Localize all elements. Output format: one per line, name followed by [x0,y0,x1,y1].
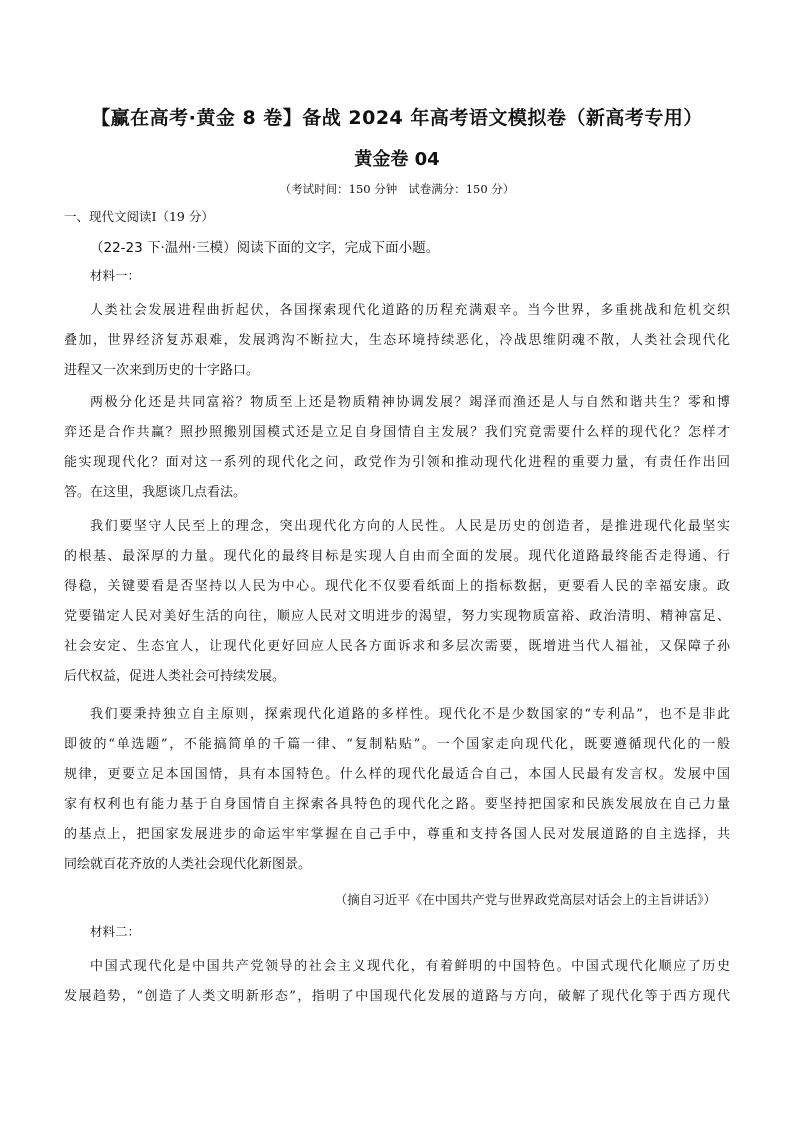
text-line: 答。在这里，我愿谈几点看法。 [64,485,247,500]
exam-time-info: （考试时间：150 分钟 试卷满分：150 分） [279,182,515,196]
paragraph [64,512,730,692]
text-line: 的基点上，把国家发展进步的命运牢牢掌握在自己手中，尊重和支持各国人民对发展道路的自主选择，共 [64,827,730,842]
text-line: 同绘就百花齐放的人类社会现代化新图景。 [64,857,312,872]
text-line: 后代权益，促进人类社会可持续发展。 [64,669,286,684]
text-line: 发展趋势，“创造了人类文明新形态”，指明了中国现代化发展的道路与方向，破解了现代化等于西方现代 [64,989,730,1004]
paragraph [64,296,730,386]
page-subtitle: 黄金卷 04 [354,149,440,170]
text-line: 能实现现代化？面对这一系列的现代化之问，政党作为引领和推动现代化进程的重要力量，有责任作出回 [64,455,730,470]
text-line: 的根基、最深厚的力量。现代化的最终目标是实现人自由而全面的发展。现代化道路最终能否走得通、行 [64,549,730,564]
text-line: 社会安定、生态宜人，让现代化更好回应人民各方面诉求和多层次需要，既增进当代人福祉，又保障子孙 [64,639,730,654]
text-line: 党要锚定人民对美好生活的向往，顺应人民对文明进步的渴望，努力实现物质富裕、政治清明、精神富足、 [64,609,730,624]
text-line: 中国式现代化是中国共产党领导的社会主义现代化，有着鲜明的中国特色。中国式现代化顺应了历史 [90,959,730,974]
section-heading: 一、现代文阅读Ⅰ（19 分） [64,209,214,224]
text-line: 我们要坚守人民至上的理念，突出现代化方向的人民性。人民是历史的创造者，是推进现代化最坚实 [90,519,730,534]
paragraph [64,700,730,880]
text-line: 叠加，世界经济复苏艰难，发展鸿沟不断拉大，生态环境持续恶化，冷战思维阴魂不散，人类社会现代化 [64,333,730,348]
material1-label: 材料一： [90,268,141,283]
text-line: 即彼的“单选题”，不能搞简单的千篇一律、“复制粘贴”。一个国家走向现代化，既要遵循现代化的一般 [64,737,730,752]
text-line: 两极分化还是共同富裕？物质至上还是物质精神协调发展？竭泽而渔还是人与自然和谐共生？零和博 [90,395,730,410]
text-line: 规律，更要立足本国国情，具有本国特色。什么样的现代化最适合自己，本国人民最有发言权。发展中国 [64,767,730,782]
paragraph [64,952,730,1012]
section-intro: （22-23 下·温州·三模）阅读下面的文字，完成下面小题。 [90,240,440,256]
text-line: 家有权利也有能力基于自身国情自主探索各具特色的现代化之路。要坚持把国家和民族发展放在自己力量 [64,797,730,812]
text-line: 弈还是合作共赢？照抄照搬别国模式还是立足自身国情自主发展？我们究竟需要什么样的现代化？怎样才 [64,425,730,440]
text-line: 进程又一次来到历史的十字路口。 [64,363,260,378]
paragraph [64,388,730,508]
text-line: 人类社会发展进程曲折起伏，各国探索现代化道路的历程充满艰辛。当今世界，多重挑战和危机交织 [90,303,730,318]
text-line: 得稳，关键要看是否坚持以人民为中心。现代化不仅要看纸面上的指标数据，更要看人民的幸福安康。政 [64,579,730,594]
page-title: 【赢在高考·黄金 8 卷】备战 2024 年高考语文模拟卷（新高考专用） [91,107,703,129]
material2-label: 材料二： [90,924,141,939]
text-line: 我们要秉持独立自主原则，探索现代化道路的多样性。现代化不是少数国家的“专利品”，也不是非此 [90,707,730,722]
source-citation: （摘自习近平《在中国共产党与世界政党高层对话会上的主旨讲话》） [334,892,716,907]
